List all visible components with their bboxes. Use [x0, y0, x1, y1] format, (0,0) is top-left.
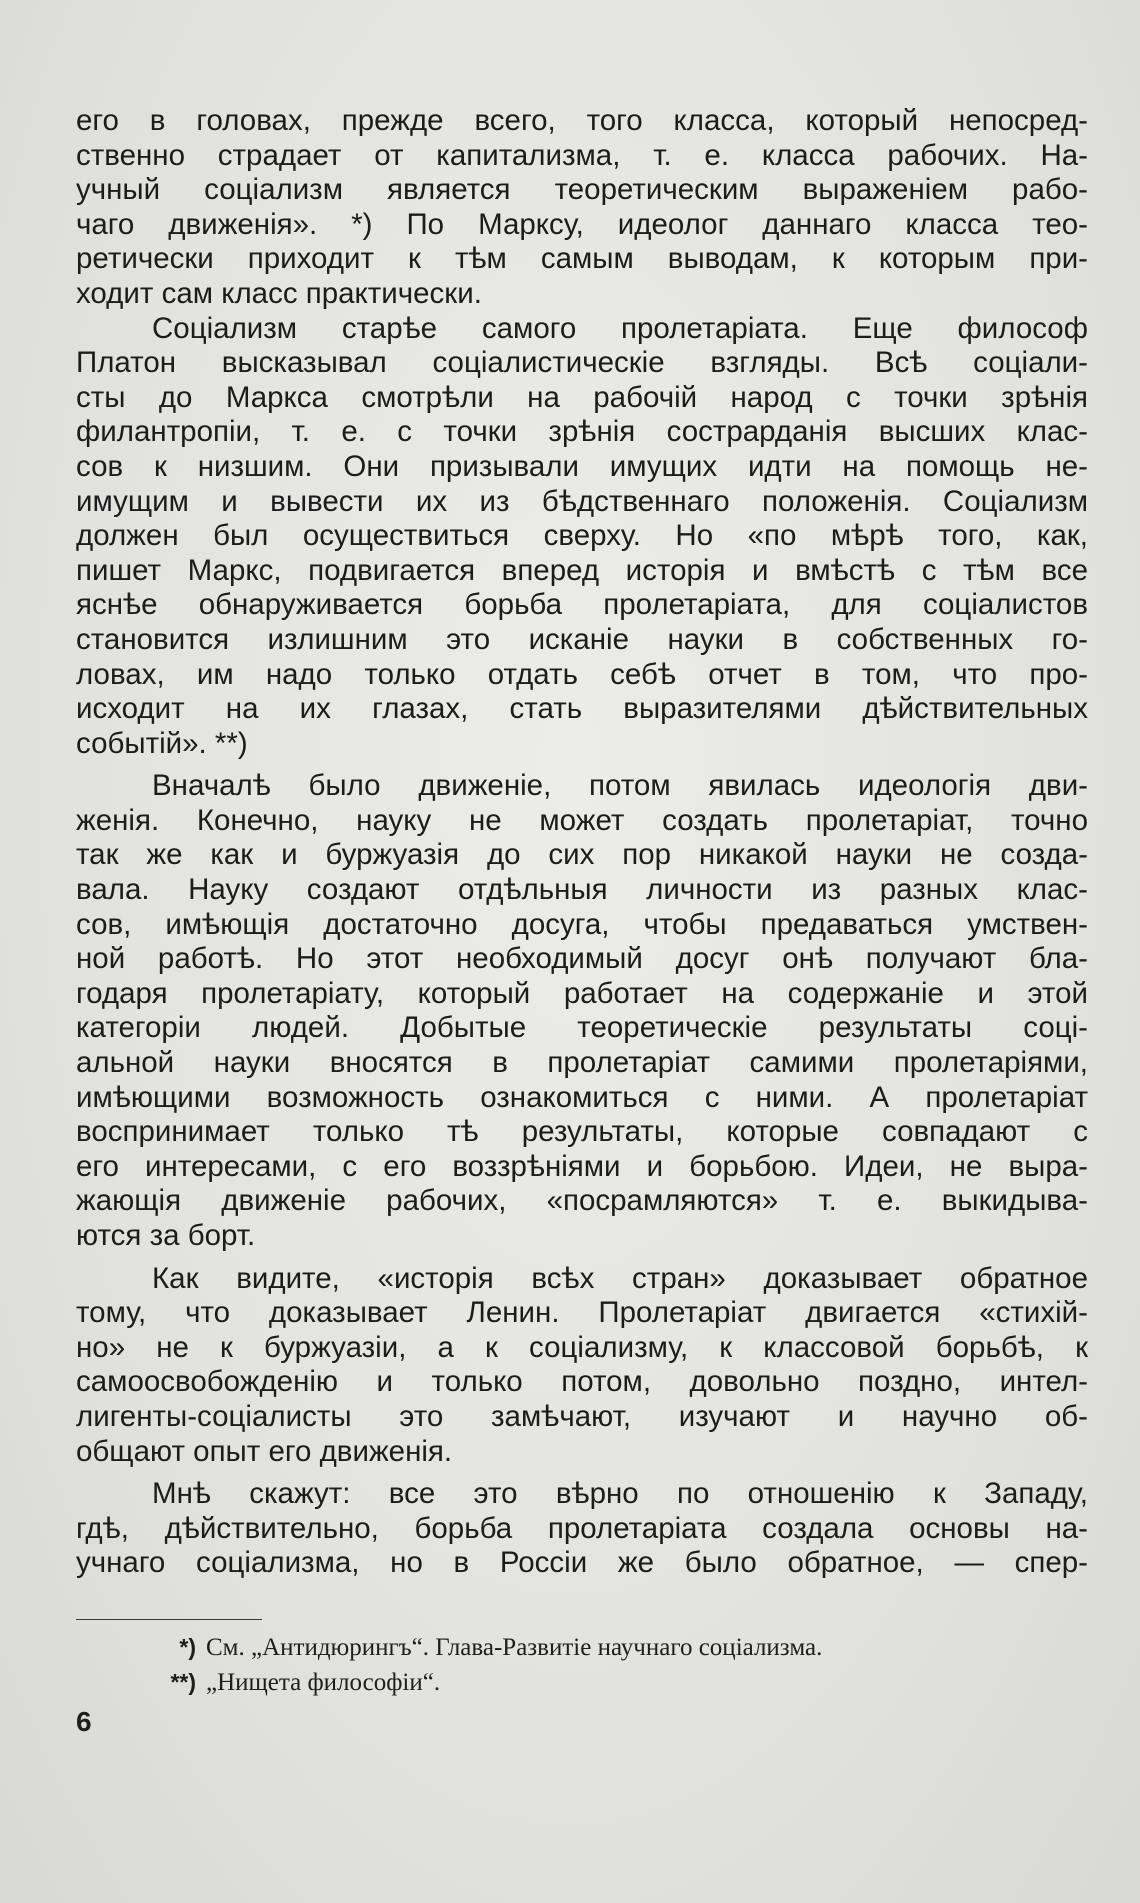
text-line: ются за борт.	[76, 1219, 256, 1252]
text-line: ной работѣ. Но этот необходимый досуг онѣ получают бла-	[76, 942, 1088, 976]
text-line: сты до Маркса смотрѣли на рабочій народ с точки зрѣнія	[76, 380, 1088, 414]
text-line: филантропіи, т. е. с точки зрѣнія сострарданія высших клас-	[76, 415, 1088, 449]
page-number: 6	[76, 1706, 92, 1737]
text-line: альной науки вносятся в пролетаріат самими пролетаріями,	[76, 1046, 1088, 1080]
text-line: ственно страдает от капитализма, т. е. класса рабочих. На-	[76, 138, 1088, 172]
text-line: ходит сам класс практически.	[76, 276, 482, 310]
text-line: Как видите, «исторія всѣх стран» доказывает обратное	[152, 1261, 1088, 1295]
text-line: жающія движеніе рабочих, «посрамляются» т. е. выкидыва-	[76, 1184, 1088, 1218]
text-line: категоріи людей. Добытые теоретическіе результаты соці-	[76, 1011, 1088, 1045]
paragraph-1	[76, 104, 1088, 312]
text-line: учнаго соціализма, но в Россіи же было обратное, — спер-	[76, 1546, 1088, 1580]
footnote-marker: *)	[179, 1634, 196, 1660]
text-line: ретически приходит к тѣм самым выводам, к которым при-	[76, 242, 1088, 276]
text-line: Вначалѣ было движеніе, потом явилась идеологія дви-	[152, 769, 1088, 803]
text-line: гдѣ, дѣйствительно, борьба пролетаріата создала основы на-	[76, 1511, 1088, 1545]
text-line: самоосвобожденію и только потом, довольно поздно, интел-	[76, 1365, 1088, 1399]
text-line: пишет Маркс, подвигается вперед исторія и вмѣстѣ с тѣм все	[76, 553, 1088, 587]
text-line: имущим и вывести их из бѣдственнаго положенія. Соціализм	[76, 484, 1088, 518]
text-line: тому, что доказывает Ленин. Пролетаріат двигается «стихій-	[76, 1296, 1088, 1330]
text-line: учный соціализм является теоретическим выраженіем рабо-	[76, 173, 1088, 207]
text-line: его в головах, прежде всего, того класса, который непосред-	[76, 104, 1088, 137]
text-line: Платон высказывал соціалистическіе взгляды. Всѣ соціали-	[76, 346, 1088, 380]
text-line: яснѣе обнаруживается борьба пролетаріата, для соціалистов	[76, 588, 1088, 622]
paragraph-2	[76, 312, 1088, 762]
text-line: должен был осуществиться сверху. Но «по мѣрѣ того, как,	[76, 519, 1088, 553]
text-line: Мнѣ скажут: все это вѣрно по отношенію к Западу,	[152, 1477, 1088, 1511]
text-line: женія. Конечно, науку не может создать пролетаріат, точно	[76, 803, 1088, 837]
text-line: событій». **)	[76, 726, 248, 760]
text-line: его интересами, с его воззрѣніями и борьбою. Идеи, не выра-	[76, 1149, 1088, 1183]
footnote-text: См. „Антидюрингъ“. Глава-Развитіе научнаго соціализма.	[206, 1634, 823, 1661]
text-line: становится излишним это исканіе науки в собственных го-	[76, 622, 1088, 656]
paragraph-4	[76, 1262, 1088, 1470]
paragraph-3	[76, 769, 1088, 1253]
text-line: сов, имѣющія достаточно досуга, чтобы предаваться умствен-	[76, 907, 1088, 941]
text-line: сов к низшим. Они призывали имущих идти на помощь не-	[76, 449, 1088, 483]
text-line: годаря пролетаріату, который работает на содержаніе и этой	[76, 976, 1088, 1010]
footnote-1	[140, 1630, 822, 1665]
footnote-2	[140, 1665, 822, 1700]
text-line: чаго движенія». *) По Марксу, идеолог даннаго класса тео-	[76, 207, 1088, 241]
text-line: исходит на их глазах, стать выразителями дѣйствительных	[76, 692, 1088, 726]
paragraph-5	[76, 1477, 1088, 1581]
text-line: воспринимает только тѣ результаты, которые совпадают с	[76, 1115, 1088, 1149]
text-line: общают опыт его движенія.	[76, 1434, 453, 1468]
text-line: ловах, им надо только отдать себѣ отчет в том, что про-	[76, 657, 1088, 691]
text-line: имѣющими возможность ознакомиться с ними. А пролетаріат	[76, 1080, 1088, 1114]
text-line: вала. Науку создают отдѣльныя личности из разных клас-	[76, 873, 1088, 907]
footnote-marker: **)	[170, 1669, 196, 1695]
footnotes	[140, 1630, 822, 1700]
text-line: так же как и буржуазія до сих пор никакой науки не созда-	[76, 838, 1088, 872]
body-text	[76, 104, 1088, 1581]
text-line: Соціализм старѣе самого пролетаріата. Еще философ	[152, 311, 1088, 345]
text-line: лигенты-соціалисты это замѣчают, изучают и научно об-	[76, 1399, 1088, 1433]
footnote-text: „Нищета философіи“.	[206, 1669, 441, 1696]
text-line: но» не к буржуазіи, а к соціализму, к классовой борьбѣ, к	[76, 1330, 1088, 1364]
footnote-divider	[76, 1619, 262, 1620]
